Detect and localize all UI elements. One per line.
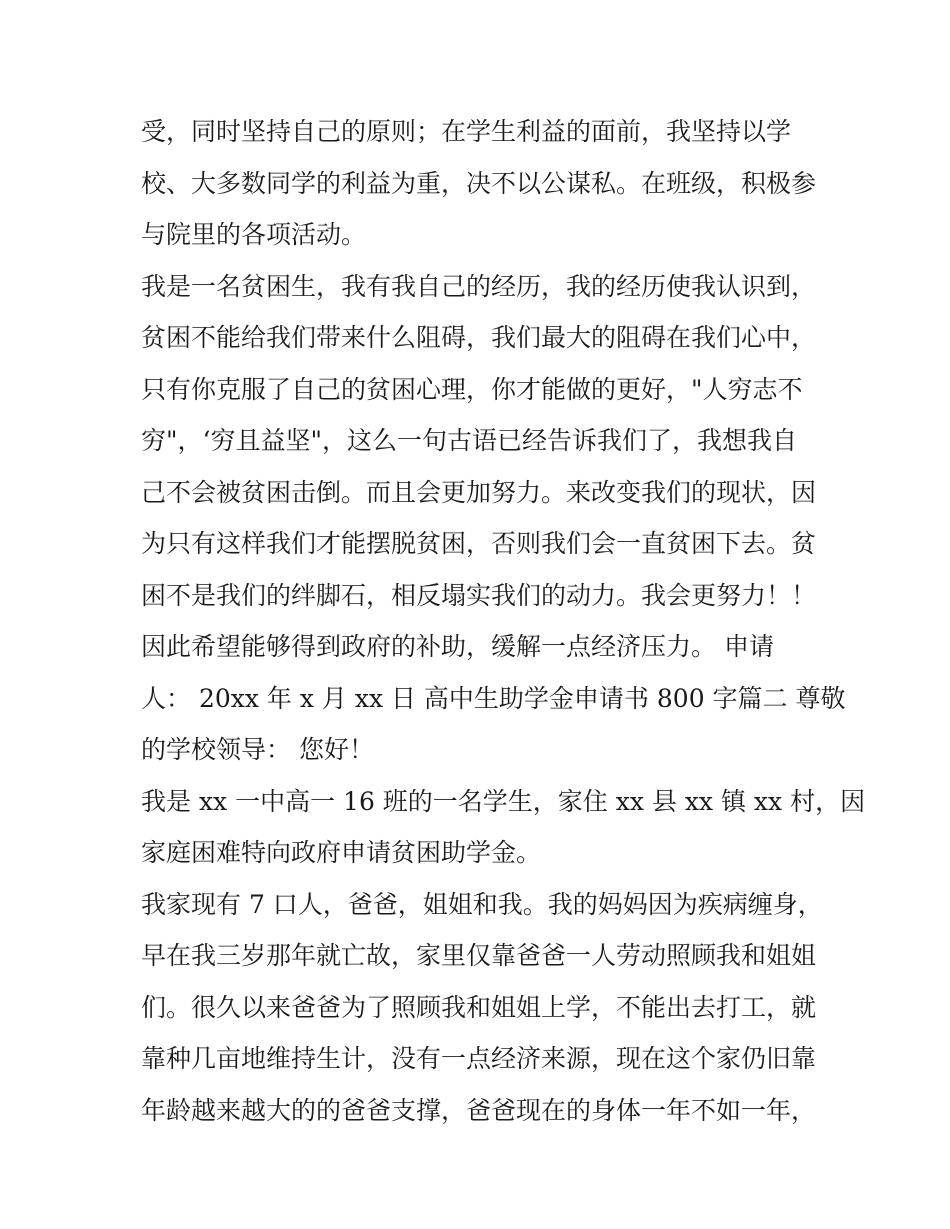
text-line: 受，同时坚持自己的原则；在学生利益的面前，我坚持以学: [141, 117, 792, 146]
text-line: 我是 xx 一中高一 16 班的一名学生，家住 xx 县 xx 镇 xx 村，因: [141, 786, 866, 816]
text-line: 我家现有 7 口人，爸爸，姐姐和我。我的妈妈因为疾病缠身，: [141, 889, 823, 919]
text-line: 只有你克服了自己的贫困心理，你才能做的更好，"人穷志不: [141, 374, 803, 404]
text-line: 校、大多数同学的利益为重，决不以公谋私。在班级，积极参: [141, 168, 817, 198]
text-line: 人： 20xx 年 x 月 xx 日 高中生助学金申请书 800 字篇二 尊敬: [141, 683, 846, 713]
text-line: 的学校领导： 您好！: [141, 735, 374, 764]
text-line: 贫困不能给我们带来什么阻碍，我们最大的阻碍在我们心中，: [141, 323, 817, 352]
text-line: 们。很久以来爸爸为了照顾我和姐姐上学，不能出去打工，就: [141, 992, 817, 1022]
text-line: 困不是我们的绊脚石，相反塌实我们的动力。我会更努力！！: [141, 580, 817, 610]
text-line: 与院里的各项活动。: [141, 220, 367, 249]
text-line: 因此希望能够得到政府的补助，缓解一点经济压力。 申请: [141, 632, 774, 661]
text-line: 穷"，‘穷且益坚"，这么一句古语已经告诉我们了，我想我自: [141, 426, 797, 455]
document-body: [141, 106, 866, 1136]
text-line: 为只有这样我们才能摆脱贫困，否则我们会一直贫困下去。贫: [141, 529, 817, 558]
text-line: 靠种几亩地维持生计，没有一点经济来源，现在这个家仍旧靠: [141, 1044, 817, 1073]
text-line: 己不会被贫困击倒。而且会更加努力。来改变我们的现状，因: [141, 477, 817, 507]
text-line: 我是一名贫困生，我有我自己的经历，我的经历使我认识到，: [141, 271, 817, 301]
text-line: 早在我三岁那年就亡故，家里仅靠爸爸一人劳动照顾我和姐姐: [141, 941, 817, 970]
text-line: 家庭困难特向政府申请贫困助学金。: [141, 838, 542, 867]
text-line: 年龄越来越大的的爸爸支撑，爸爸现在的身体一年不如一年，: [141, 1095, 817, 1125]
